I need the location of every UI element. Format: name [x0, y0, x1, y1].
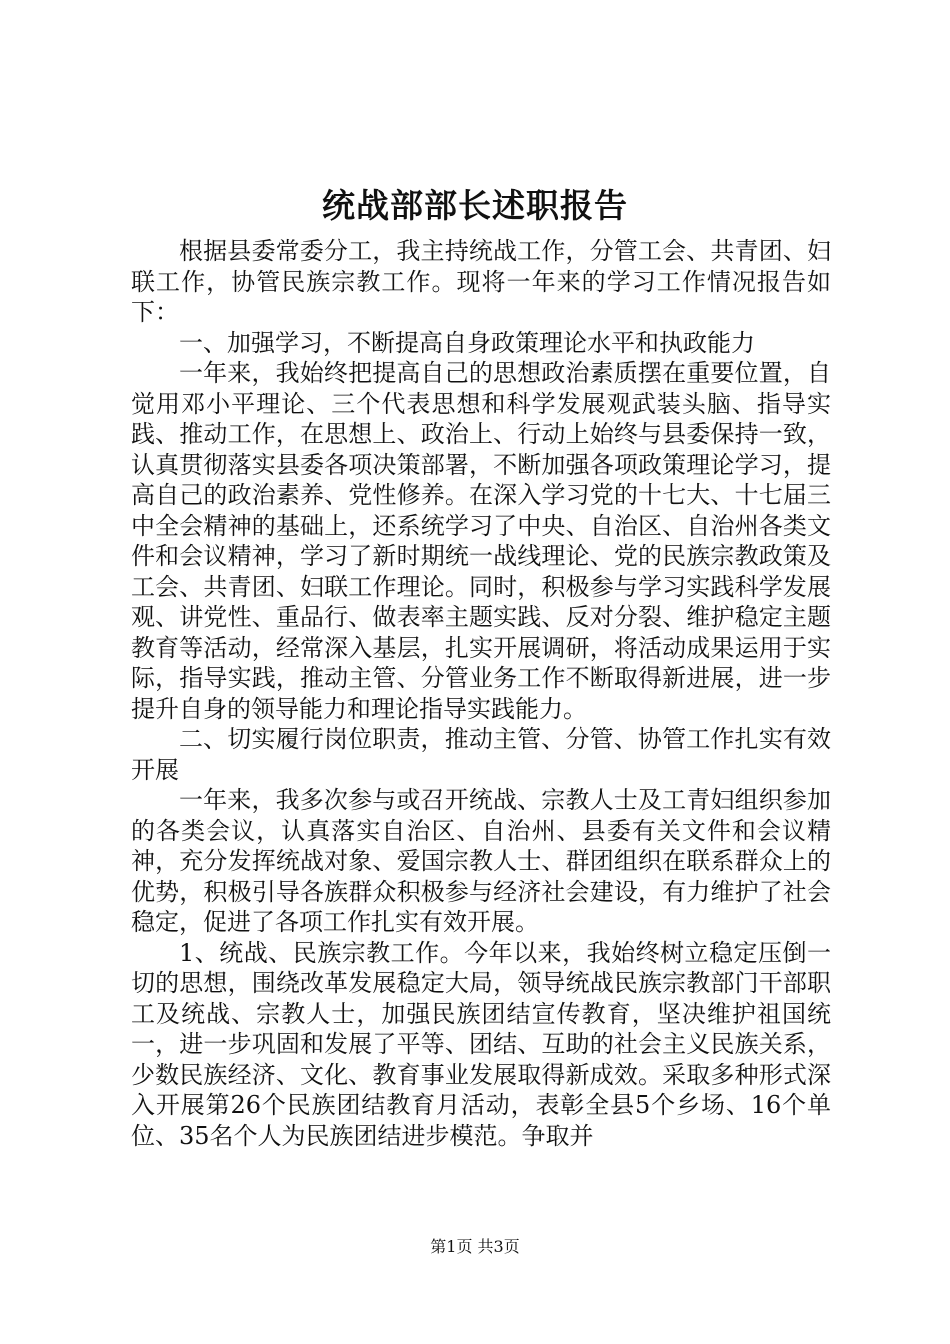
intro-paragraph: 根据县委常委分工，我主持统战工作，分管工会、共青团、妇联工作，协管民族宗教工作。现将一年来的学习工作情况报告如下：: [131, 237, 831, 326]
page-number-footer: 第1页 共3页: [430, 1237, 520, 1256]
body-paragraph: 一年来，我始终把提高自己的思想政治素质摆在重要位置，自觉用邓小平理论、三个代表思想和科学发展观武装头脑、指导实践、推动工作，在思想上、政治上、行动上始终与县委保持一致，认真贯彻落实县委各项决策部署，不断加强各项政策理论学习，提高自己的政治素养、党性修养。在深入学习党的十七大、十七届三中全会精神的基础上，还系统学习了中央、自治区、自治州各类文件和会议精神，学习了新时期统一战线理论、党的民族宗教政策及工会、共青团、妇联工作理论。同时，积极参与学习实践科学发展观、讲党性、重品行、做表率主题实践、反对分裂、维护稳定主题教育等活动，经常深入基层，扎实开展调研，将活动成果运用于实际，指导实践，推动主管、分管业务工作不断取得新进展，进一步提升自身的领导能力和理论指导实践能力。: [131, 359, 831, 723]
body-paragraph: 1、统战、民族宗教工作。今年以来，我始终树立稳定压倒一切的思想，围绕改革发展稳定大局，领导统战民族宗教部门干部职工及统战、宗教人士，加强民族团结宣传教育，坚决维护祖国统一，进一步巩固和发展了平等、团结、互助的社会主义民族关系，少数民族经济、文化、教育事业发展取得新成效。采取多种形式深入开展第26个民族团结教育月活动，表彰全县5个乡场、16个单位、35名个人为民族团结进步模范。争取并: [131, 938, 831, 1150]
section-heading-1: 一、加强学习，不断提高自身政策理论水平和执政能力: [179, 328, 755, 357]
document-body: [131, 236, 831, 1151]
body-paragraph: 一年来，我多次参与或召开统战、宗教人士及工青妇组织参加的各类会议，认真落实自治区、自治州、县委有关文件和会议精神，充分发挥统战对象、爱国宗教人士、群团组织在联系群众上的优势，积极引导各族群众积极参与经济社会建设，有力维护了社会稳定，促进了各项工作扎实有效开展。: [131, 786, 831, 936]
document-title: 统战部部长述职报告: [322, 186, 628, 225]
section-heading-2: 二、切实履行岗位职责，推动主管、分管、协管工作扎实有效开展: [131, 725, 831, 784]
